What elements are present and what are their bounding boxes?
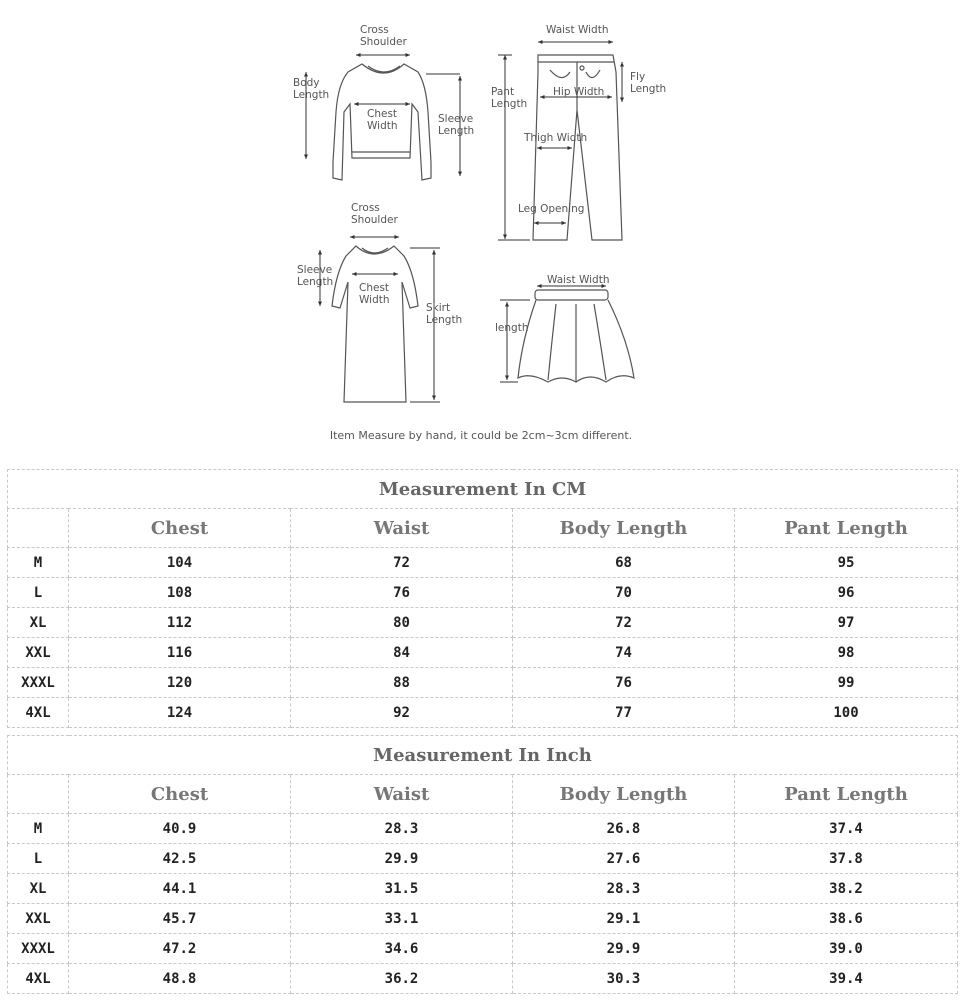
cm-cell: 116 — [69, 638, 291, 668]
inch-cell: 39.0 — [735, 934, 958, 964]
label-cross-shoulder-1: Cross — [360, 24, 389, 36]
inch-size-label: 4XL — [8, 964, 69, 994]
label-chest-width-2: Width — [367, 120, 398, 132]
label-body-length-2: Length — [293, 89, 330, 101]
inch-cell: 29.1 — [513, 904, 735, 934]
inch-size-label: L — [8, 844, 69, 874]
inch-cell: 45.7 — [69, 904, 291, 934]
cm-table-row — [8, 668, 958, 698]
label-thigh-width: Thigh Width — [524, 132, 588, 144]
inch-size-label: XXXL — [8, 934, 69, 964]
inch-header-waist: Waist — [291, 775, 513, 814]
inch-header-body-length: Body Length — [513, 775, 735, 814]
cm-table-row — [8, 548, 958, 578]
label-dress-chest-width-2: Width — [359, 294, 390, 306]
cm-header-body-length: Body Length — [513, 509, 735, 548]
inch-header-size — [8, 775, 69, 814]
label-dress-chest-width-1: Chest — [359, 282, 390, 294]
cm-cell: 97 — [735, 608, 958, 638]
cm-cell: 84 — [291, 638, 513, 668]
cm-size-label: M — [8, 548, 69, 578]
measurement-disclaimer: Item Measure by hand, it could be 2cm~3cm different. — [329, 429, 633, 442]
inch-cell: 37.4 — [735, 814, 958, 844]
label-dress-cross-shoulder-1: Cross — [351, 202, 380, 214]
label-dress-sleeve-length-1: Sleeve — [297, 264, 333, 276]
cm-table-row — [8, 638, 958, 668]
cm-cell: 68 — [513, 548, 735, 578]
cm-cell: 104 — [69, 548, 291, 578]
inch-table-title: Measurement In Inch — [8, 736, 958, 775]
cm-header-pant-length: Pant Length — [735, 509, 958, 548]
cm-cell: 95 — [735, 548, 958, 578]
inch-cell: 33.1 — [291, 904, 513, 934]
cm-cell: 120 — [69, 668, 291, 698]
inch-header-pant-length: Pant Length — [735, 775, 958, 814]
cm-cell: 72 — [513, 608, 735, 638]
inch-table-row — [8, 844, 958, 874]
inch-cell: 28.3 — [513, 874, 735, 904]
cm-cell: 98 — [735, 638, 958, 668]
label-sleeve-length-2: Length — [438, 125, 475, 137]
label-pant-length-1: Pant — [491, 86, 515, 98]
label-skirt-length-2: Length — [426, 314, 463, 326]
cm-cell: 76 — [291, 578, 513, 608]
cm-table-row — [8, 698, 958, 728]
inch-cell: 26.8 — [513, 814, 735, 844]
label-waist-width: Waist Width — [546, 24, 609, 36]
label-dress-cross-shoulder-2: Shoulder — [351, 214, 398, 226]
label-skirt-waist-width: Waist Width — [547, 274, 610, 286]
label-fly-length-1: Fly — [630, 71, 646, 83]
dress-garment-sketch — [332, 246, 418, 402]
inch-cell: 27.6 — [513, 844, 735, 874]
label-skirt-length-1: Skirt — [426, 302, 451, 314]
inch-cell: 29.9 — [291, 844, 513, 874]
label-leg-opening: Leg Opening — [518, 203, 585, 215]
inch-cell: 40.9 — [69, 814, 291, 844]
cm-size-label: L — [8, 578, 69, 608]
inch-table-row — [8, 964, 958, 994]
inch-table-row — [8, 814, 958, 844]
cm-cell: 74 — [513, 638, 735, 668]
label-pant-length-2: Length — [491, 98, 528, 110]
cm-cell: 96 — [735, 578, 958, 608]
label-skirt-length: length — [495, 322, 529, 334]
inch-cell: 31.5 — [291, 874, 513, 904]
cm-table-title: Measurement In CM — [8, 470, 958, 509]
inch-cell: 38.6 — [735, 904, 958, 934]
dress-measure-lines — [320, 237, 440, 402]
cm-table-row — [8, 608, 958, 638]
inch-cell: 30.3 — [513, 964, 735, 994]
inch-size-label: M — [8, 814, 69, 844]
inch-table-row — [8, 934, 958, 964]
cm-cell: 100 — [735, 698, 958, 728]
inch-cell: 42.5 — [69, 844, 291, 874]
inch-cell: 48.8 — [69, 964, 291, 994]
inch-cell: 29.9 — [513, 934, 735, 964]
cm-size-table — [7, 469, 958, 728]
inch-size-label: XL — [8, 874, 69, 904]
cm-cell: 88 — [291, 668, 513, 698]
label-chest-width-1: Chest — [367, 108, 398, 120]
inch-table-row — [8, 874, 958, 904]
cm-header-waist: Waist — [291, 509, 513, 548]
inch-size-table — [7, 735, 958, 994]
inch-cell: 39.4 — [735, 964, 958, 994]
label-fly-length-2: Length — [630, 83, 667, 95]
inch-cell: 34.6 — [291, 934, 513, 964]
cm-cell: 108 — [69, 578, 291, 608]
cm-size-label: 4XL — [8, 698, 69, 728]
inch-size-label: XXL — [8, 904, 69, 934]
inch-cell: 44.1 — [69, 874, 291, 904]
cm-cell: 77 — [513, 698, 735, 728]
label-cross-shoulder-2: Shoulder — [360, 36, 407, 48]
cm-cell: 72 — [291, 548, 513, 578]
inch-table-row — [8, 904, 958, 934]
inch-cell: 36.2 — [291, 964, 513, 994]
cm-cell: 70 — [513, 578, 735, 608]
label-hip-width: Hip Width — [553, 86, 605, 98]
inch-header-chest: Chest — [69, 775, 291, 814]
cm-cell: 99 — [735, 668, 958, 698]
label-body-length-1: Body — [293, 77, 320, 89]
cm-table-row — [8, 578, 958, 608]
label-dress-sleeve-length-2: Length — [297, 276, 334, 288]
skirt-garment-sketch — [518, 290, 634, 382]
label-sleeve-length-1: Sleeve — [438, 113, 474, 125]
cm-size-label: XXXL — [8, 668, 69, 698]
cm-size-label: XXL — [8, 638, 69, 668]
inch-cell: 47.2 — [69, 934, 291, 964]
inch-cell: 38.2 — [735, 874, 958, 904]
cm-size-label: XL — [8, 608, 69, 638]
cm-header-chest: Chest — [69, 509, 291, 548]
cm-header-size — [8, 509, 69, 548]
inch-cell: 37.8 — [735, 844, 958, 874]
cm-cell: 124 — [69, 698, 291, 728]
cm-cell: 80 — [291, 608, 513, 638]
cm-cell: 92 — [291, 698, 513, 728]
cm-cell: 112 — [69, 608, 291, 638]
inch-cell: 28.3 — [291, 814, 513, 844]
cm-cell: 76 — [513, 668, 735, 698]
measurement-guide-diagram — [0, 0, 962, 460]
